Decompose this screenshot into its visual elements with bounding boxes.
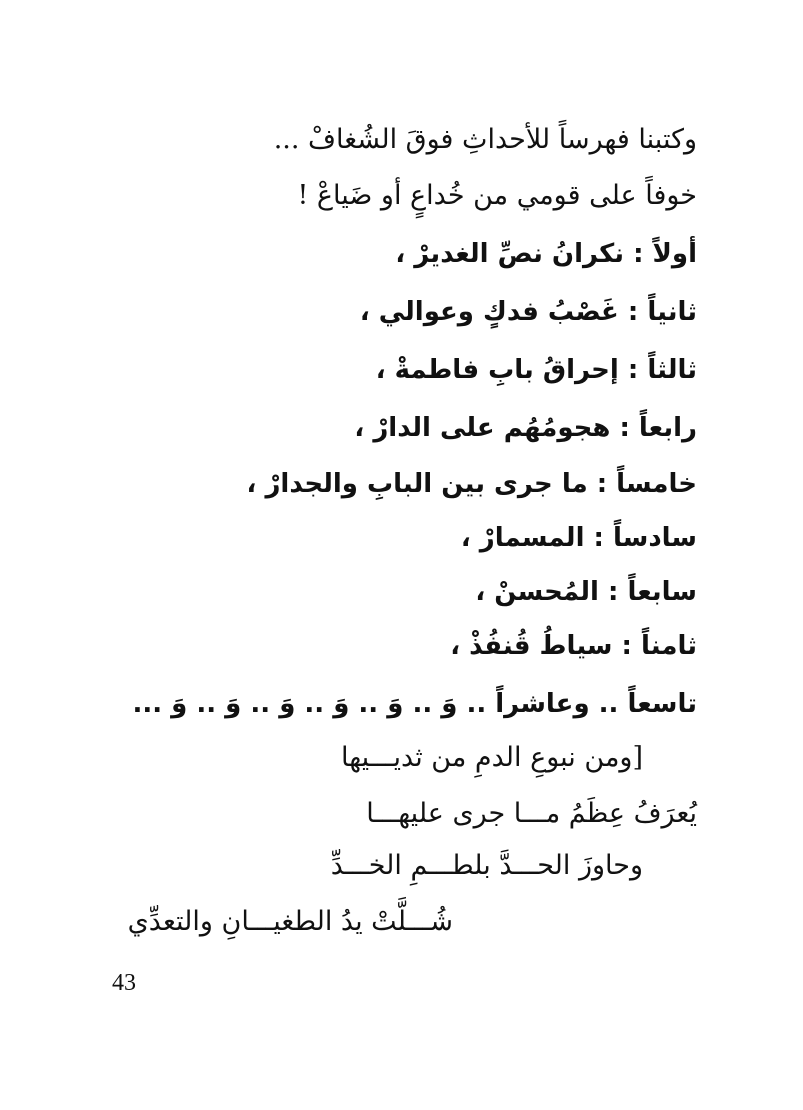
verse-line-3: وحاوزَ الحـــدَّ بلطـــمِ الخـــدِّ	[330, 850, 643, 881]
list-item-1: أولاً : نكرانُ نصِّ الغديرْ ،	[395, 239, 697, 269]
list-item-3: ثالثاً : إحراقُ بابِ فاطمةْ ،	[375, 355, 697, 385]
list-item-9: تاسعاً .. وعاشراً .. وَ .. وَ .. وَ .. وَ .. وَ .. وَ ...	[132, 689, 697, 719]
verse-line-2: يُعرَفُ عِظَمُ مـــا جرى عليهـــا	[366, 798, 697, 829]
verse-line-1: [ومن نبوعِ الدمِ من ثديـــيها	[340, 742, 643, 773]
page-number: 43	[112, 970, 136, 996]
list-item-7: سابعاً : المُحسنْ ،	[475, 577, 697, 607]
list-item-5: خامساً : ما جرى بين البابِ والجدارْ ،	[246, 469, 697, 499]
text-line-2: خوفاً على قومي من خُداعٍ أو ضَياعْ !	[297, 180, 697, 211]
list-item-4: رابعاً : هجومُهُم على الدارْ ،	[354, 413, 697, 443]
list-item-2: ثانياً : غَصْبُ فدكٍ وعوالي ،	[359, 297, 697, 327]
text-line-1: وكتبنا فهرساً للأحداثِ فوقَ الشُغافْ ...	[273, 124, 697, 155]
list-item-8: ثامناً : سياطُ قُنفُذْ ،	[450, 631, 697, 661]
verse-line-4: شُـــلَّتْ يدُ الطغيـــانِ والتعدِّي	[127, 906, 453, 937]
list-item-6: سادساً : المسمارْ ،	[460, 523, 697, 553]
